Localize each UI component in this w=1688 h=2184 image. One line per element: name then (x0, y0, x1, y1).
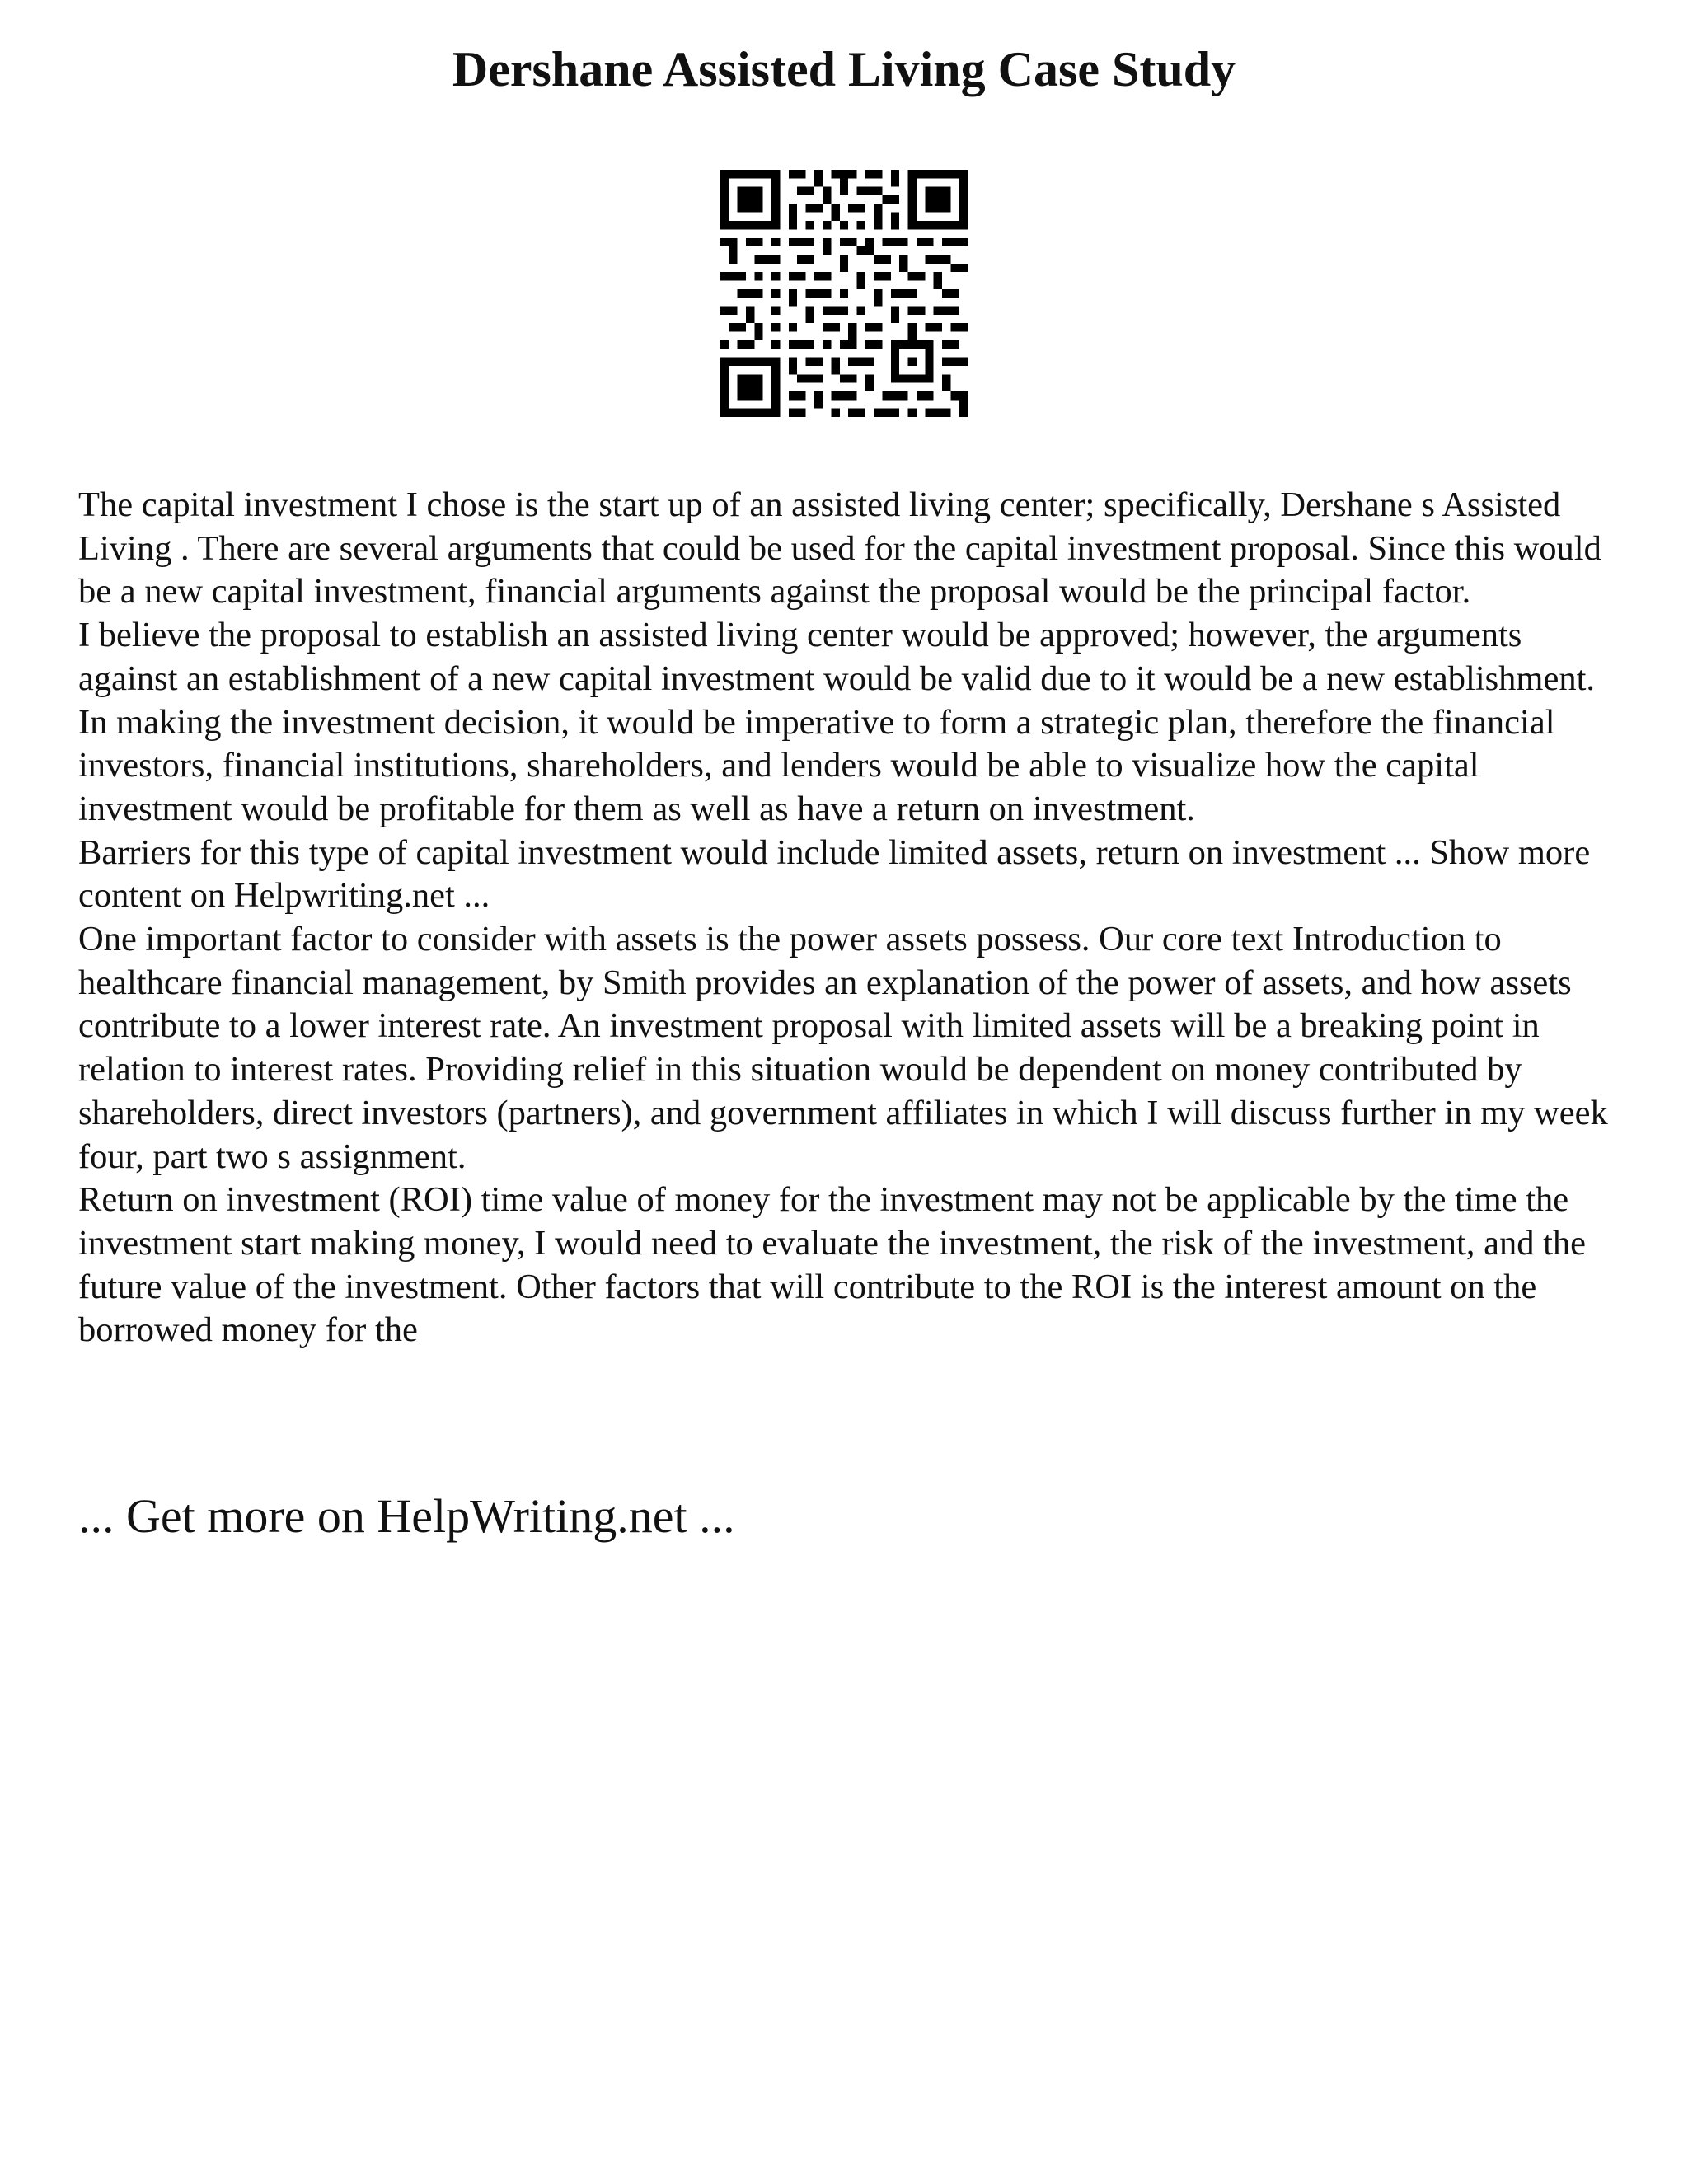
paragraph: Return on investment (ROI) time value of money for the investment may not be applicable by the time the investment start making money, I would need to evaluate the investment, the risk of the investment, and the future value of the investment. Other factors that will contribute to the ROI is the interest amount on the borrowed money for the (78, 1180, 1587, 1350)
paragraph: The capital investment I chose is the start up of an assisted living center; specifically, Dershane s Assisted Living . There are several arguments that could be used for the capital investment proposal. Since this would be a new capital investment, financial arguments against the proposal would be the principal factor. (78, 485, 1601, 612)
get-more-link[interactable]: ... Get more on HelpWriting.net ... (78, 1489, 735, 1543)
qr-code-icon (720, 170, 968, 417)
document-body (78, 484, 1628, 1352)
paragraph: One important factor to consider with assets is the power assets possess. Our core text Introduction to healthcare financial management, by Smith provides an explanation of the power of assets, and how assets contribute to a lower interest rate. An investment proposal with limited assets will be a breaking point in relation to interest rates. Providing relief in this situation would be dependent on money contributed by shareholders, direct investors (partners), and government affiliates in which I will discuss further in my week four, part two s assignment. (78, 920, 1608, 1176)
paragraph: Barriers for this type of capital investment would include limited assets, return on investment ... Show more content on Helpwriting.net ... (78, 832, 1591, 916)
paragraph: I believe the proposal to establish an assisted living center would be approved; however, the arguments against an establishment of a new capital investment would be valid due to it would be a new establishment. (78, 616, 1596, 698)
document-title: Dershane Assisted Living Case Study (452, 42, 1236, 96)
paragraph: In making the investment decision, it would be imperative to form a strategic plan, therefore the financial investors, financial institutions, shareholders, and lenders would be able to visualize how the capital investment would be profitable for them as well as have a return on investment. (78, 702, 1555, 828)
